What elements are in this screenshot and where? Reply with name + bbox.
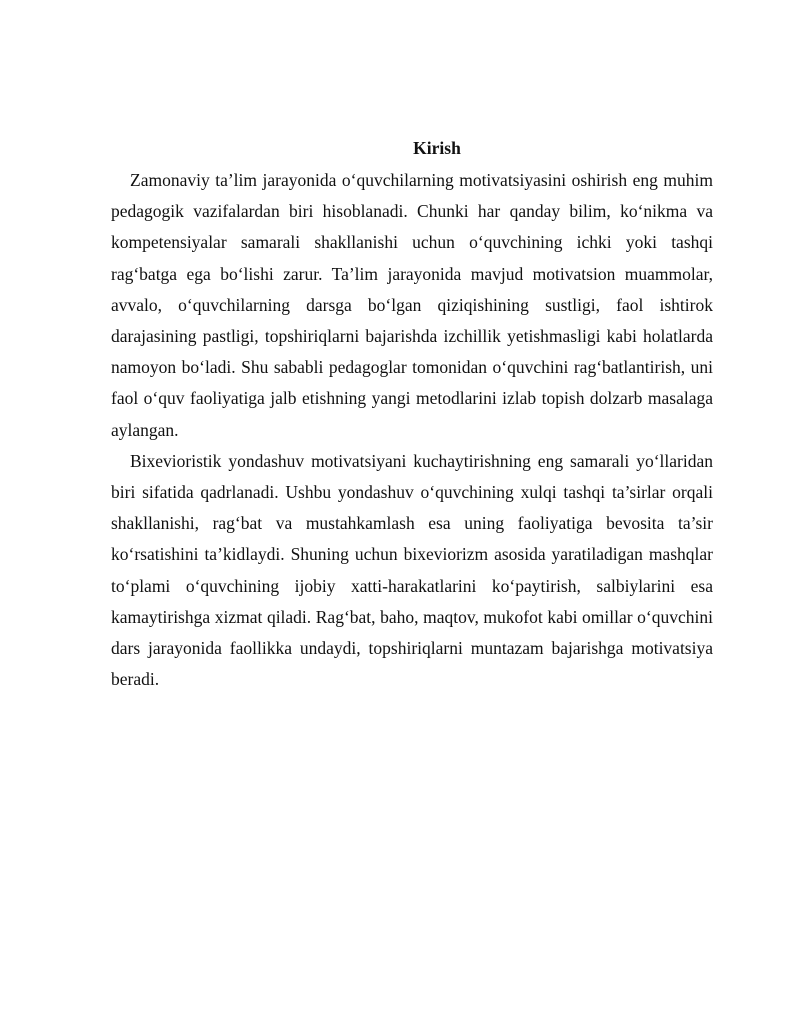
paragraph-intro: Zamonaviy ta’lim jarayonida o‘quvchilarning motivatsiyasini oshirish eng muhim pedagogik vazifalardan biri hisoblanadi. Chunki har qanday bilim, ko‘nikma va kompetensiyalar samarali shakllanishi uchun o‘quvchining ichki yoki tashqi rag‘batga ega bo‘lishi zarur. Ta’lim jarayonida mavjud motivatsion muammolar, avvalo, o‘quvchilarning darsga bo‘lgan qiziqishining sustligi, faol ishtirok darajasining pastligi, topshiriqlarni bajarishda izchillik yetishmasligi kabi holatlarda namoyon bo‘ladi. Shu sababli pedagoglar tomonidan o‘quvchini rag‘batlantirish, uni faol o‘quv faoliyatiga jalb etishning yangi metodlarini izlab topish dolzarb masalaga aylangan. — [111, 170, 713, 440]
paragraph-behaviorism: Bixevioristik yondashuv motivatsiyani kuchaytirishning eng samarali yo‘llaridan biri sifatida qadrlanadi. Ushbu yondashuv o‘quvchining xulqi tashqi ta’sirlar orqali shakllanishi, rag‘bat va mustahkamlash esa uning faoliyatiga bevosita ta’sir ko‘rsatishini ta’kidlaydi. Shuning uchun bixeviorizm asosida yaratiladigan mashqlar to‘plami o‘quvchining ijobiy xatti-harakatlarini ko‘paytirish, salbiylarini esa kamaytirishga xizmat qiladi. Rag‘bat, baho, maqtov, mukofot kabi omillar o‘quvchini dars jarayonida faollikka undaydi, topshiriqlarni muntazam bajarishga motivatsiya beradi. — [111, 450, 713, 690]
section-heading: Kirish — [413, 138, 461, 158]
document-page — [111, 132, 713, 695]
